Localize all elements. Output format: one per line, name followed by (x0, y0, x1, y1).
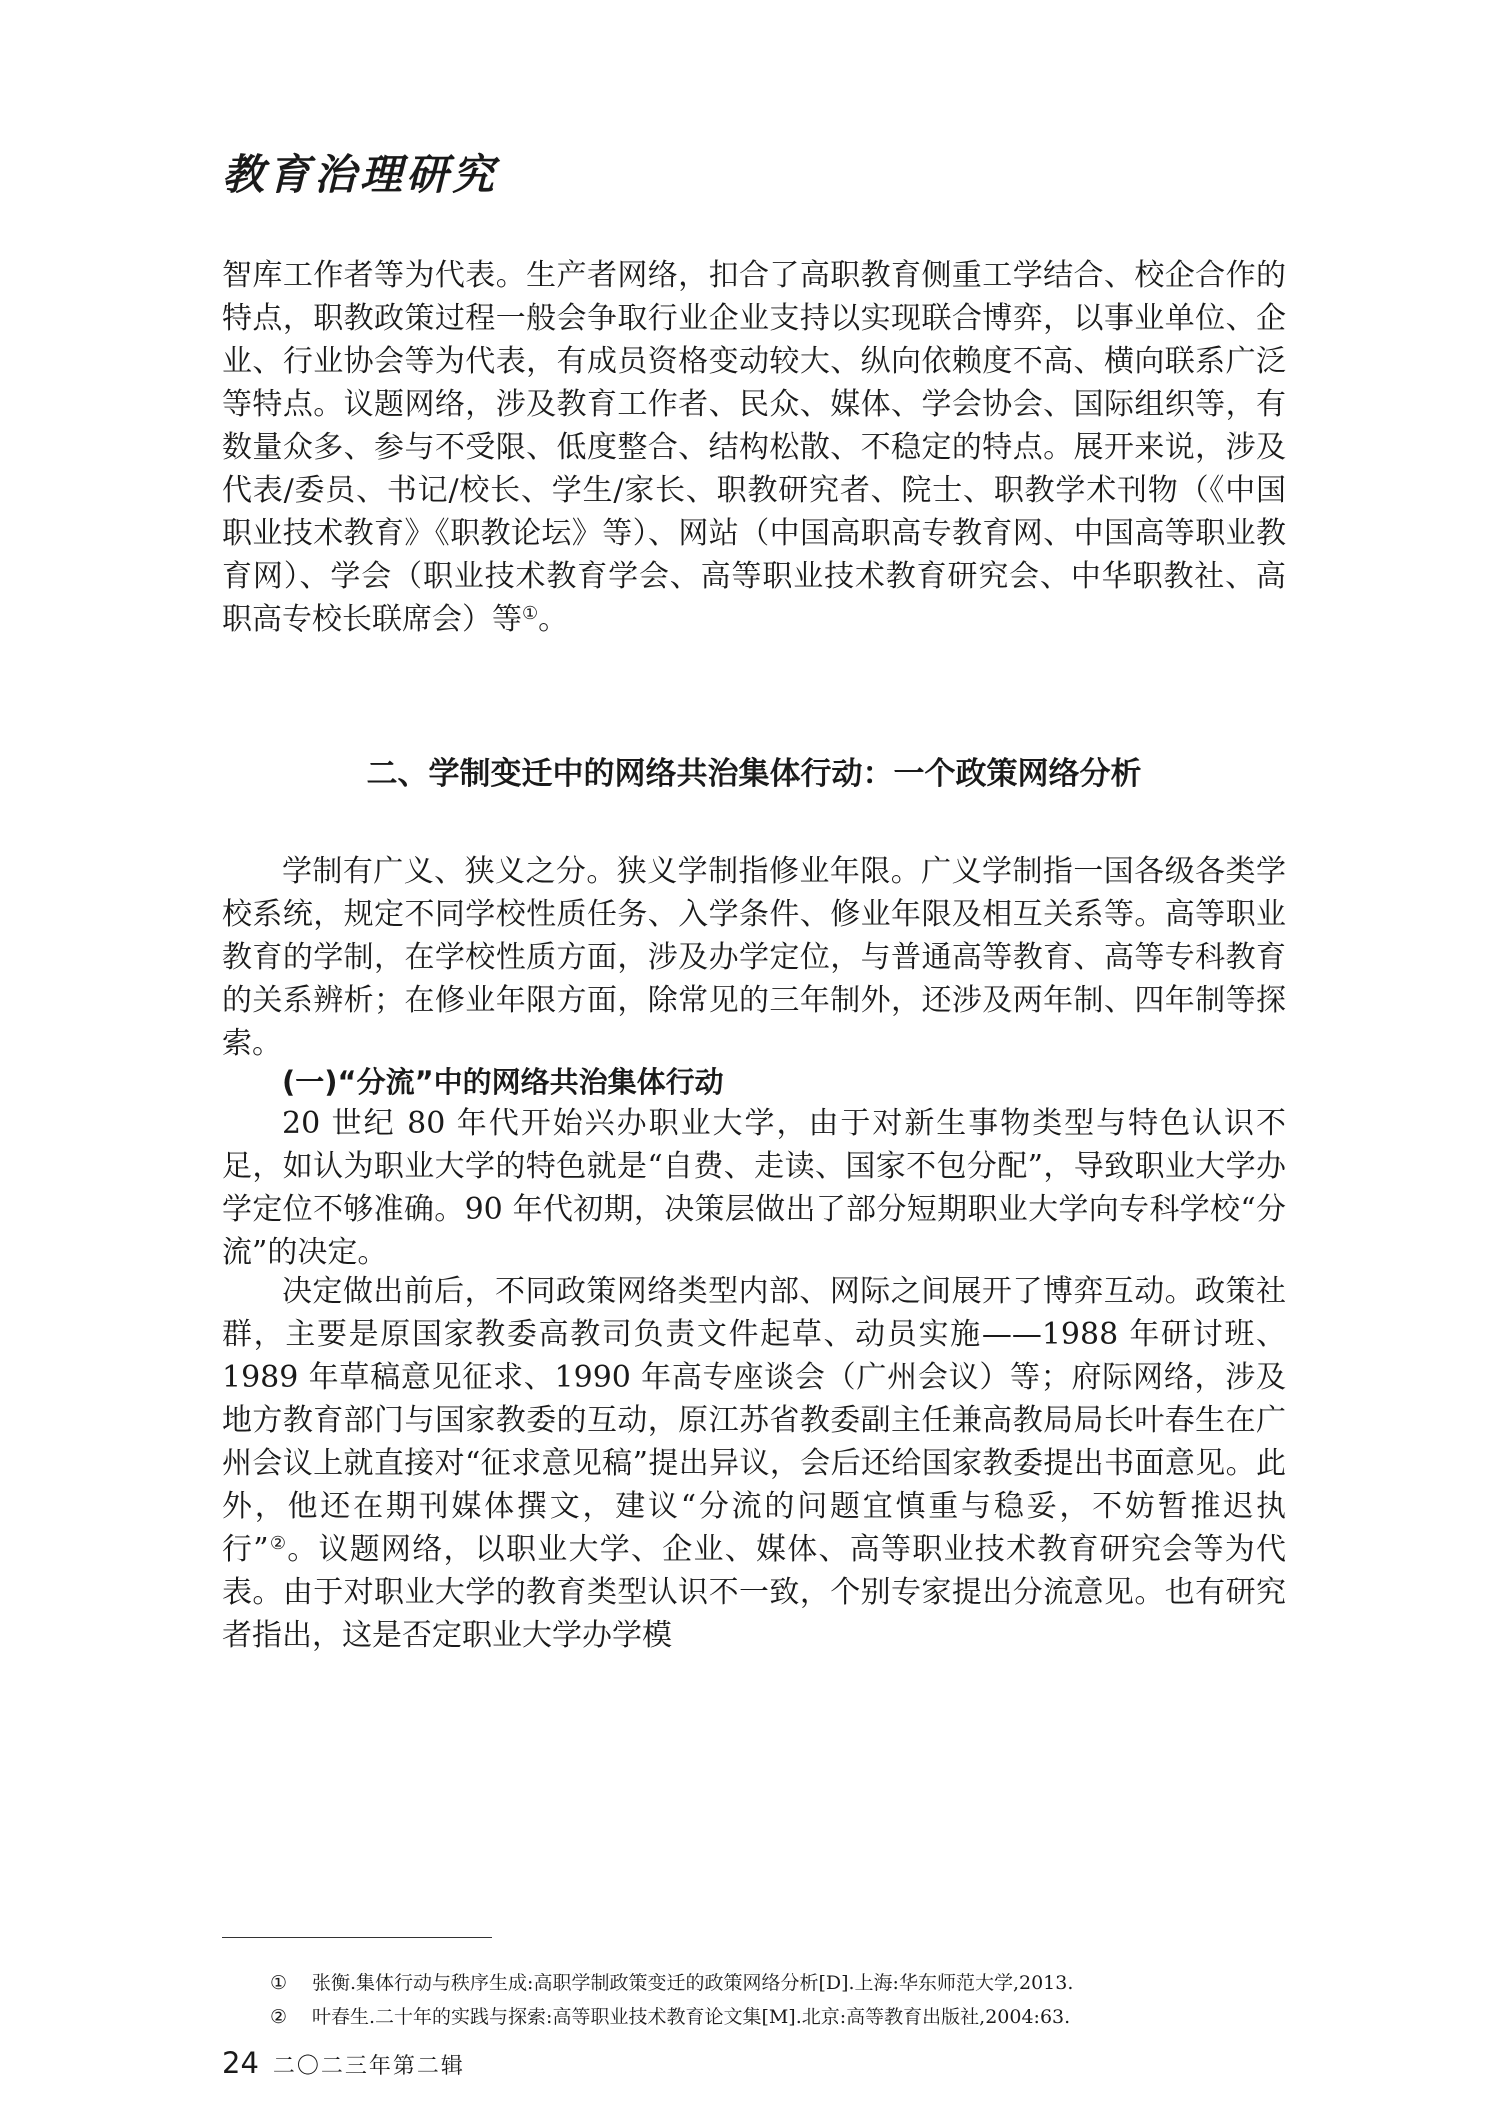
page-number: 24 (222, 2046, 259, 2080)
subsection-heading: (一)“分流”中的网络共治集体行动 (282, 1065, 724, 1099)
paragraph-3: 20 世纪 80 年代开始兴办职业大学，由于对新生事物类型与特色认识不足，如认为职业大学的特色就是“自费、走读、国家不包分配”，导致职业大学办学定位不够准确。90 年代初期，决策层做出了部分短期职业大学向专科学校“分流”的决定。 (222, 1106, 1286, 1270)
paragraph-2: 学制有广义、狭义之分。狭义学制指修业年限。广义学制指一国各级各类学校系统，规定不同学校性质任务、入学条件、修业年限及相互关系等。高等职业教育的学制，在学校性质方面，涉及办学定位，与普通高等教育、高等专科教育的关系辨析；在修业年限方面，除常见的三年制外，还涉及两年制、四年制等探索。 (222, 854, 1286, 1061)
paragraph-4 (222, 1270, 1286, 1657)
footnote-1-text: 张衡.集体行动与秩序生成:高职学制政策变迁的政策网络分析[D].上海:华东师范大学,2013. (312, 1972, 1074, 1994)
section-heading: 二、学制变迁中的网络共治集体行动：一个政策网络分析 (366, 756, 1142, 792)
page-footer (222, 2046, 465, 2080)
paragraph-1 (222, 254, 1286, 641)
paragraph-4-text-b: 。议题网络，以职业大学、企业、媒体、高等职业技术教育研究会等为代表。由于对职业大学的教育类型认识不一致，个别专家提出分流意见。也有研究者指出，这是否定职业大学办学模 (222, 1532, 1286, 1653)
footnote-2 (270, 2004, 1290, 2030)
footnote-1-mark: ① (270, 1972, 288, 1994)
paragraph-4-text-a: 决定做出前后，不同政策网络类型内部、网际之间展开了博弈互动。政策社群，主要是原国家教委高教司负责文件起草、动员实施——1988 年研讨班、1989 年草稿意见征求、1990 年高专座谈会（广州会议）等；府际网络，涉及地方教育部门与国家教委的互动，原江苏省教委副主任兼高教局局长叶春生在广州会议上就直接对“征求意见稿”提出异议，会后还给国家教委提出书面意见。此外，他还在期刊媒体撰文，建议“分流的问题宜慎重与稳妥，不妨暂推迟执行” (222, 1274, 1286, 1567)
paragraph-1-end: 。 (538, 602, 569, 637)
issue-label: 二〇二三年第二辑 (272, 2054, 465, 2079)
footnote-2-text: 叶春生.二十年的实践与探索:高等职业技术教育论文集[M].北京:高等教育出版社,2004:63. (312, 2006, 1071, 2028)
footnote-ref-2[interactable]: ② (268, 1533, 288, 1554)
footnote-2-mark: ② (270, 2006, 288, 2028)
paragraph-1-text: 智库工作者等为代表。生产者网络，扣合了高职教育侧重工学结合、校企合作的特点，职教政策过程一般会争取行业企业支持以实现联合博弈，以事业单位、企业、行业协会等为代表，有成员资格变动较大、纵向依赖度不高、横向联系广泛等特点。议题网络，涉及教育工作者、民众、媒体、学会协会、国际组织等，有数量众多、参与不受限、低度整合、结构松散、不稳定的特点。展开来说，涉及代表/委员、书记/校长、学生/家长、职教研究者、院士、职教学术刊物（《中国职业技术教育》《职教论坛》等）、网站（中国高职高专教育网、中国高等职业教育网）、学会（职业技术教育学会、高等职业技术教育研究会、中华职教社、高职高专校长联席会）等 (222, 258, 1286, 637)
running-head: 教育治理研究 (222, 150, 499, 199)
footnote-1 (270, 1970, 1290, 1996)
footnote-ref-1[interactable]: ① (522, 603, 539, 624)
footnote-divider (222, 1937, 492, 1938)
